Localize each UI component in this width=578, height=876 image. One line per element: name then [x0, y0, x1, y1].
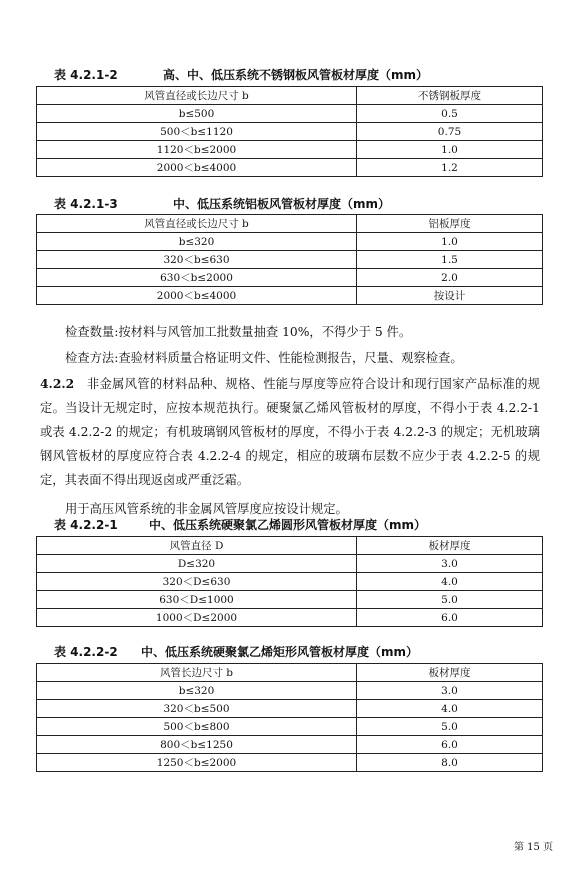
high-pressure-note: 用于高压风管系统的非金属风管厚度应按设计规定。 — [65, 502, 348, 516]
table-cell: 1.5 — [357, 251, 543, 269]
table-pvc-round — [36, 536, 543, 627]
table-cell: 6.0 — [357, 609, 543, 627]
table-cell: 2.0 — [357, 269, 543, 287]
table-cell: 1250＜b≤2000 — [37, 754, 357, 772]
table-cell: 1.0 — [357, 141, 543, 159]
table-header-row — [37, 215, 543, 233]
table-cell: 1120＜b≤2000 — [37, 141, 357, 159]
table-title: 中、低压系统铝板风管板材厚度（mm） — [173, 197, 391, 211]
table-cell: b≤320 — [37, 682, 357, 700]
table-cell: 0.5 — [357, 105, 543, 123]
table-caption — [54, 197, 391, 211]
header-cell: 风管直径 D — [37, 537, 357, 555]
table-title: 高、中、低压系统不锈钢板风管板材厚度（mm） — [163, 68, 429, 82]
clause-4-2-2 — [40, 372, 540, 492]
table-cell: 1.2 — [357, 159, 543, 177]
table-cell: 6.0 — [357, 736, 543, 754]
page-number: 第 15 页 — [514, 842, 554, 853]
table-cell: 4.0 — [357, 573, 543, 591]
table-number: 表 4.2.2-1 — [54, 518, 118, 532]
table-cell: 320＜b≤500 — [37, 700, 357, 718]
table-row — [37, 682, 543, 700]
table-cell: 4.0 — [357, 700, 543, 718]
table-cell: 8.0 — [357, 754, 543, 772]
table-title: 中、低压系统硬聚氯乙烯矩形风管板材厚度（mm） — [141, 645, 419, 659]
table-number: 表 4.2.1-2 — [54, 68, 118, 82]
table-row — [37, 287, 543, 305]
table-cell: 按设计 — [357, 287, 543, 305]
table-pvc-rectangular — [36, 663, 543, 772]
table-caption — [54, 68, 429, 82]
table-cell: 630＜D≤1000 — [37, 591, 357, 609]
table-row — [37, 233, 543, 251]
table-header-row — [37, 537, 543, 555]
table-row — [37, 251, 543, 269]
table-row — [37, 591, 543, 609]
table-row — [37, 123, 543, 141]
header-cell: 风管直径或长边尺寸 b — [37, 215, 357, 233]
table-cell: 0.75 — [357, 123, 543, 141]
table-number: 表 4.2.1-3 — [54, 197, 118, 211]
table-row — [37, 700, 543, 718]
table-title: 中、低压系统硬聚氯乙烯圆形风管板材厚度（mm） — [149, 518, 427, 532]
table-cell: 2000＜b≤4000 — [37, 287, 357, 305]
header-cell: 风管长边尺寸 b — [37, 664, 357, 682]
table-row — [37, 718, 543, 736]
table-cell: b≤320 — [37, 233, 357, 251]
table-cell: 3.0 — [357, 682, 543, 700]
table-cell: b≤500 — [37, 105, 357, 123]
table-row — [37, 754, 543, 772]
table-row — [37, 736, 543, 754]
table-caption — [54, 645, 419, 659]
table-cell: 320＜b≤630 — [37, 251, 357, 269]
table-cell: D≤320 — [37, 555, 357, 573]
table-row — [37, 269, 543, 287]
header-cell: 板材厚度 — [357, 537, 543, 555]
table-cell: 3.0 — [357, 555, 543, 573]
header-cell: 板材厚度 — [357, 664, 543, 682]
clause-body: 非金属风管的材料品种、规格、性能与厚度等应符合设计和现行国家产品标准的规定。当设计无规定时，应按本规范执行。硬聚氯乙烯风管板材的厚度，不得小于表 4.2.2-1 或表 4.2.2-2 的规定；有机玻璃钢风管板材的厚度，不得小于表 4.2.2-3 的规定；无机玻璃钢风管板材的厚度应符合表 4.2.2-4 的规定，相应的玻璃布层数不应少于表 4.2.2-5 的规定，其表面不得出现返卤或严重泛霜。 — [40, 377, 540, 487]
table-row — [37, 573, 543, 591]
table-cell: 2000＜b≤4000 — [37, 159, 357, 177]
table-cell: 500＜b≤1120 — [37, 123, 357, 141]
table-row — [37, 609, 543, 627]
table-caption — [54, 518, 427, 532]
table-cell: 630＜b≤2000 — [37, 269, 357, 287]
table-header-row — [37, 87, 543, 105]
table-cell: 800＜b≤1250 — [37, 736, 357, 754]
table-cell: 1000＜D≤2000 — [37, 609, 357, 627]
table-stainless-steel — [36, 86, 543, 177]
clause-number: 4.2.2 — [40, 376, 75, 391]
table-number: 表 4.2.2-2 — [54, 645, 118, 659]
check-quantity-text: 检查数量:按材料与风管加工批数量抽查 10%，不得少于 5 件。 — [65, 325, 412, 339]
table-cell: 320＜D≤630 — [37, 573, 357, 591]
header-cell: 不锈钢板厚度 — [357, 87, 543, 105]
table-cell: 5.0 — [357, 718, 543, 736]
table-cell: 500＜b≤800 — [37, 718, 357, 736]
table-cell: 5.0 — [357, 591, 543, 609]
check-method-text: 检查方法:查验材料质量合格证明文件、性能检测报告，尺量、观察检查。 — [65, 351, 463, 365]
table-row — [37, 105, 543, 123]
table-row — [37, 159, 543, 177]
table-cell: 1.0 — [357, 233, 543, 251]
header-cell: 风管直径或长边尺寸 b — [37, 87, 357, 105]
header-cell: 铝板厚度 — [357, 215, 543, 233]
table-row — [37, 555, 543, 573]
table-aluminum — [36, 214, 543, 305]
table-row — [37, 141, 543, 159]
table-header-row — [37, 664, 543, 682]
